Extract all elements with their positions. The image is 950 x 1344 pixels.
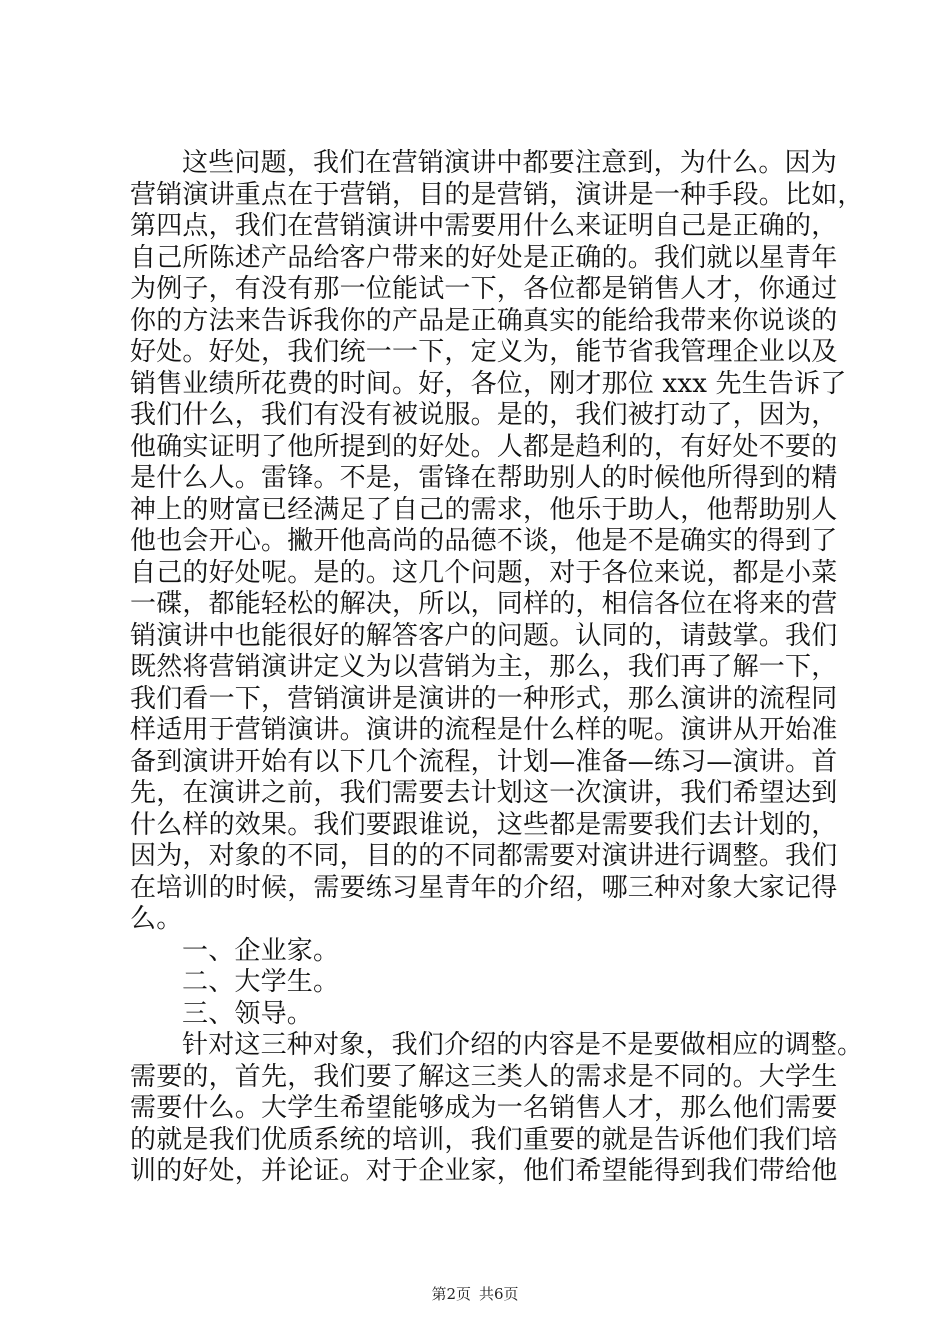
text-line-14: 自己的好处呢。是的。这几个问题，对于各位来说，都是小菜: [130, 557, 838, 588]
text-line-13: 他也会开心。撇开他高尚的品德不谈，他是不是确实的得到了: [130, 526, 838, 556]
list-item-2: 二、大学生。: [182, 967, 340, 997]
text-line-19: 样适用于营销演讲。演讲的流程是什么样的呢。演讲从开始准: [130, 715, 838, 745]
text-line-6: 你的方法来告诉我你的产品是正确真实的能给我带来你说谈的: [130, 305, 838, 336]
text-line-33: 训的好处，并论证。对于企业家，他们希望能得到我们带给他: [130, 1156, 838, 1186]
text-line-17: 既然将营销演讲定义为以营销为主，那么，我们再了解一下，: [130, 652, 838, 682]
text-line-5: 为例子，有没有那一位能试一下，各位都是销售人才，你通过: [130, 274, 838, 304]
text-line-30: 需要的，首先，我们要了解这三类人的需求是不同的。大学生: [130, 1061, 838, 1092]
list-item-1: 一、企业家。: [182, 935, 340, 966]
text-line-21: 先，在演讲之前，我们需要去计划这一次演讲，我们希望达到: [130, 778, 838, 808]
text-line-16: 销演讲中也能很好的解答客户的问题。认同的，请鼓掌。我们: [130, 620, 838, 651]
text-line-15: 一碟，都能轻松的解决，所以，同样的，相信各位在将来的营: [130, 589, 838, 619]
text-line-10: 他确实证明了他所提到的好处。人都是趋利的，有好处不要的: [130, 431, 838, 462]
text-line-31: 需要什么。大学生希望能够成为一名销售人才，那么他们需要: [130, 1093, 838, 1123]
text-line-1: 这些问题，我们在营销演讲中都要注意到，为什么。因为: [182, 148, 838, 178]
list-item-3: 三、领导。: [182, 998, 314, 1029]
text-line-25: 么。: [130, 904, 183, 934]
page-number: 第2页: [431, 1285, 471, 1303]
text-line-11: 是什么人。雷锋。不是，雷锋在帮助别人的时候他所得到的精: [130, 463, 838, 493]
text-line-3: 第四点，我们在营销演讲中需要用什么来证明自己是正确的，: [130, 211, 838, 241]
text-line-2: 营销演讲重点在于营销，目的是营销，演讲是一种手段。比如，: [130, 179, 864, 210]
page-footer: [0, 1284, 950, 1304]
text-line-18: 我们看一下，营销演讲是演讲的一种形式，那么演讲的流程同: [130, 683, 838, 714]
text-line-9: 我们什么，我们有没有被说服。是的，我们被打动了，因为，: [130, 400, 838, 430]
document-body: [130, 148, 864, 1188]
text-line-32: 的就是我们优质系统的培训，我们重要的就是告诉他们我们培: [130, 1124, 838, 1155]
text-line-8: 销售业绩所花费的时间。好，各位，刚才那位 xxx 先生告诉了: [130, 368, 847, 399]
text-line-12: 神上的财富已经满足了自己的需求，他乐于助人，他帮助别人: [130, 494, 838, 525]
page-total: 共6页: [479, 1285, 519, 1303]
text-line-20: 备到演讲开始有以下几个流程，计划—准备—练习—演讲。首: [130, 746, 838, 777]
text-line-24: 在培训的时候，需要练习星青年的介绍，哪三种对象大家记得: [130, 872, 838, 903]
text-line-22: 什么样的效果。我们要跟谁说，这些都是需要我们去计划的，: [130, 809, 838, 840]
text-line-7: 好处。好处，我们统一一下，定义为，能节省我管理企业以及: [130, 337, 838, 367]
text-line-4: 自己所陈述产品给客户带来的好处是正确的。我们就以星青年: [130, 242, 838, 273]
text-line-23: 因为，对象的不同，目的的不同都需要对演讲进行调整。我们: [130, 841, 838, 871]
text-line-29: 针对这三种对象，我们介绍的内容是不是要做相应的调整。: [182, 1030, 864, 1060]
